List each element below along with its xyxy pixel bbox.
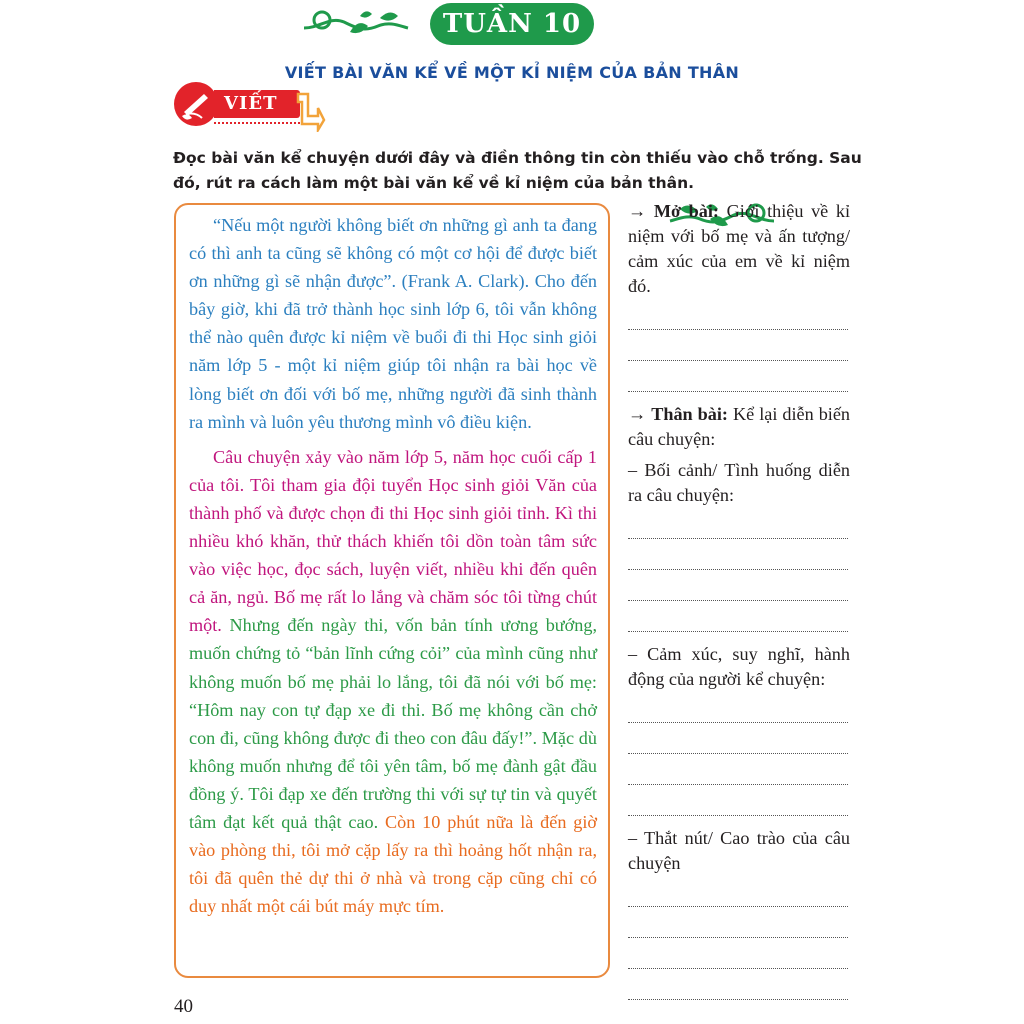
story-segment-events: Nhưng đến ngày thi, vốn bản tính ương bướng, muốn chứng tỏ “bản lĩnh cứng cỏi” của mình cũng như không muốn bố mẹ phải lo lắng, tôi đã nói với bố mẹ: “Hôm nay con tự đạp xe đi thi. Bố mẹ không cần chở con đi, cũng không được đi theo con đâu đấy!”. Mặc dù không muốn nhưng để tôi yên tâm, bố mẹ đành gật đầu đồng ý. Tôi đạp xe đến trường thi với sự tự tin và quyết tâm đạt kết quả thật cao. [189, 615, 598, 832]
arrow-icon: → [628, 201, 647, 221]
story-segment-climax: Còn 10 phút nữa là đến giờ vào phòng thi, tôi mở cặp lấy ra thì hoảng hốt nhận ra, tôi đã quên thẻ dự thi ở nhà và trong cặp cũng chỉ có duy nhất một cái bút máy mực tím. [189, 811, 598, 917]
mo-bai-text: Giới thiệu về kỉ niệm với bố mẹ và ấn tượng/ cảm xúc của em về kỉ niệm đó. [628, 201, 851, 296]
page-number: 40 [174, 996, 193, 1017]
story-text [189, 211, 597, 927]
blank-line[interactable] [628, 361, 848, 392]
outline-item-feelings: – Cảm xúc, suy nghĩ, hành động của người kể chuyện: [628, 644, 850, 689]
left-vine-ornament-icon [300, 6, 410, 48]
blank-line[interactable] [628, 508, 848, 539]
blank-line[interactable] [628, 723, 848, 754]
badge-underline [214, 122, 304, 124]
pen-hand-icon [174, 82, 218, 126]
instruction-text: Đọc bài văn kể chuyện dưới đây và điền thông tin còn thiếu vào chỗ trống. Sau đó, rút ra cách làm một bài văn kể về kỉ niệm của bản thân. [173, 149, 862, 192]
blank-line[interactable] [628, 754, 848, 785]
blank-line[interactable] [628, 876, 848, 907]
arrow-icon: → [628, 404, 647, 424]
blank-line[interactable] [628, 570, 848, 601]
story-paragraph-body [189, 443, 597, 921]
blank-line[interactable] [628, 330, 848, 361]
outline-item-climax: – Thắt nút/ Cao trào của câu chuyện [628, 828, 850, 873]
blank-line[interactable] [628, 785, 848, 816]
blank-line[interactable] [628, 299, 848, 330]
blank-line[interactable] [628, 907, 848, 938]
than-bai-text: Kể lại diễn biến câu chuyện: [628, 404, 851, 449]
blank-line[interactable] [628, 969, 848, 1000]
story-paragraph-intro: “Nếu một người không biết ơn những gì anh ta đang có thì anh ta cũng sẽ không có một cơ hội để được biết ơn những gì sẽ nhận được”. (Frank A. Clark). Cho đến bây giờ, khi đã trở thành học sinh lớp 6, tôi vẫn không thể nào quên được kỉ niệm về buổi đi thi Học sinh giỏi năm lớp 5 - một kỉ niệm giúp tôi nhận ra bài học về lòng biết ơn đối với bố mẹ, những người đã sinh thành ra mình và luôn yêu thương mình vô điều kiện. [189, 215, 597, 432]
blank-line[interactable] [628, 938, 848, 969]
blank-line[interactable] [628, 692, 848, 723]
than-bai-label: Thân bài: [651, 404, 728, 424]
outline-column [628, 199, 850, 1000]
section-badge: VIẾT [214, 90, 300, 118]
outline-mo-bai [628, 199, 850, 299]
mo-bai-label: Mở bài: [653, 201, 719, 221]
blank-line[interactable] [628, 601, 848, 632]
outline-item-context: – Bối cảnh/ Tình huống diễn ra câu chuyện: [628, 460, 850, 505]
corner-arrow-icon [294, 90, 326, 132]
lesson-title: VIẾT BÀI VĂN KỂ VỀ MỘT KỈ NIỆM CỦA BẢN THÂN [284, 63, 740, 82]
story-segment-context: Câu chuyện xảy vào năm lớp 5, năm học cuối cấp 1 của tôi. Tôi tham gia đội tuyển Học sinh giỏi Văn của thành phố và được chọn đi thi Học sinh giỏi tỉnh. Kì thi nhiều khó khăn, thử thách khiến tôi dồn toàn tâm sức vào việc học, đọc sách, luyện viết, nhiều khi đến quên cả ăn, ngủ. Bố mẹ rất lo lắng và chăm sóc tôi từng chút một. [189, 446, 597, 636]
blank-line[interactable] [628, 539, 848, 570]
outline-than-bai [628, 402, 850, 452]
week-label: TUẦN 10 [430, 3, 594, 45]
